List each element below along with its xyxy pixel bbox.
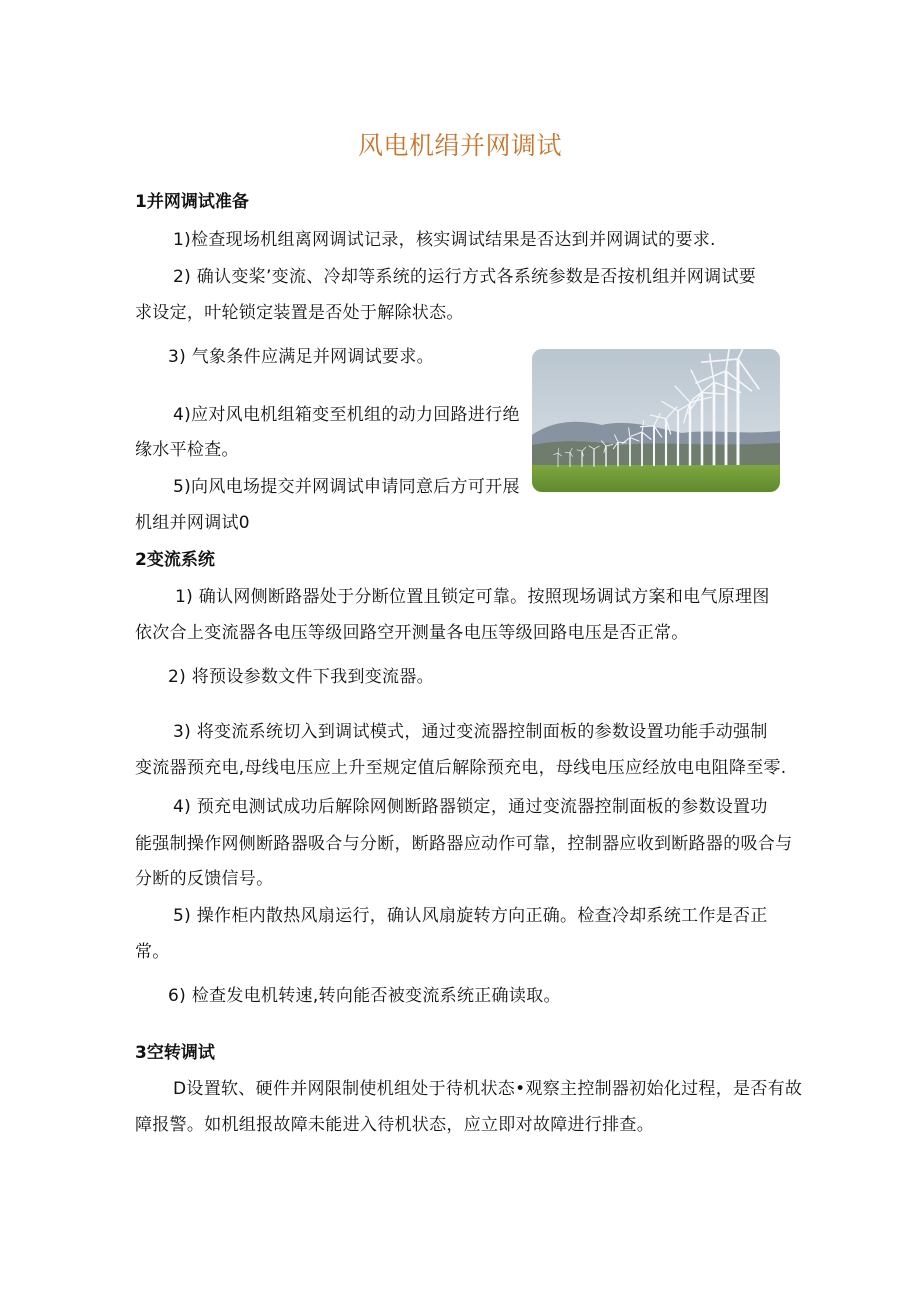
section-1-line-2: 2) 确认变桨’变流、冷却等系统的运行方式各系统参数是否按机组并网调试要 — [173, 267, 757, 287]
section-2-line-9: 5) 操作柜内散热风扇运行，确认风扇旋转方向正确。检查冷却系统工作是否正 — [173, 906, 768, 926]
section-2-line-11: 6) 检查发电机转速,转向能否被变流系统正确读取。 — [168, 986, 561, 1006]
section-1-line-4: 3) 气象条件应满足并网调试要求。 — [168, 347, 434, 367]
section-2-line-3: 2) 将预设参数文件下我到变流器。 — [168, 667, 434, 687]
section-1-line-8: 机组并网调试0 — [135, 513, 250, 533]
wind-turbines-photo — [532, 349, 780, 492]
section-2-line-6: 4) 预充电测试成功后解除网侧断路器锁定，通过变流器控制面板的参数设置功 — [173, 797, 768, 817]
section-2-line-8: 分断的反馈信号。 — [135, 869, 274, 889]
section-2-line-7: 能强制操作网侧断路器吸合与分断，断路器应动作可靠，控制器应收到断路器的吸合与 — [135, 834, 793, 854]
section-3-heading: 3空转调试 — [135, 1043, 215, 1063]
section-2-heading: 2变流系统 — [135, 550, 215, 570]
section-1-line-3: 求设定，叶轮锁定装置是否处于解除状态。 — [135, 303, 464, 323]
section-2-line-1: 1) 确认网侧断路器处于分断位置且锁定可靠。按照现场调试方案和电气原理图 — [175, 587, 770, 607]
section-1-line-6: 缘水平检查。 — [135, 440, 239, 460]
section-1-line-5: 4)应对风电机组箱变至机组的动力回路进行绝 — [173, 405, 520, 425]
section-2-line-2: 依次合上变流器各电压等级回路空开测量各电压等级回路电压是否正常。 — [135, 623, 689, 643]
section-1-line-7: 5)向风电场提交并网调试申请同意后方可开展 — [173, 477, 520, 497]
section-1-heading: 1并网调试准备 — [135, 192, 249, 212]
section-2-line-5: 变流器预充电,母线电压应上升至规定值后解除预充电，母线电压应经放电电阻降至零. — [135, 758, 787, 778]
section-1-line-1: 1)检查现场机组离网调试记录，核实调试结果是否达到并网调试的要求. — [173, 230, 716, 250]
section-2-line-10: 常。 — [135, 942, 170, 962]
wind-turbines-illustration — [532, 349, 780, 492]
section-3-line-2: 障报警。如机组报故障未能进入待机状态，应立即对故障进行排查。 — [135, 1115, 654, 1135]
section-3-line-1: D设置软、硬件并网限制使机组处于待机状态•观察主控制器初始化过程，是否有故 — [173, 1079, 803, 1099]
document-title: 风电机绢并网调试 — [357, 131, 562, 160]
section-2-line-4: 3) 将变流系统切入到调试模式，通过变流器控制面板的参数设置功能手动强制 — [173, 722, 768, 742]
